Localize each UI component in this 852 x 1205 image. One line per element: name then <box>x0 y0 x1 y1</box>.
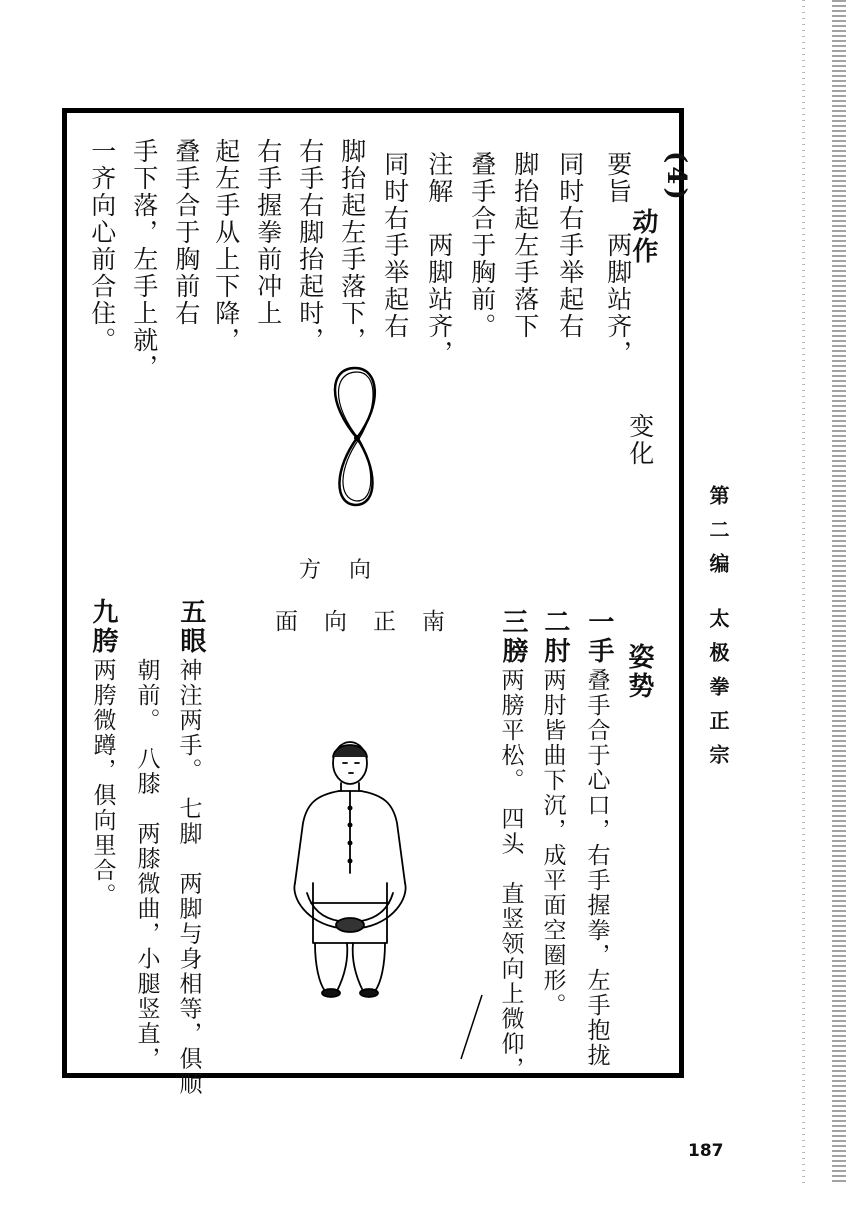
stray-pen-line <box>457 993 487 1063</box>
posture-item-text: 两肘皆曲下沉，成平面空圈形。 <box>539 668 566 1018</box>
motion-column: 脚抬起左手落下， <box>337 138 367 354</box>
motion-column: 叠手合于胸前右 <box>171 138 201 327</box>
direction-label: 方向 <box>299 558 400 583</box>
motion-column: 右手握拳前冲上 <box>253 138 283 327</box>
content-frame <box>62 108 691 1097</box>
page-number: 187 <box>688 1141 724 1161</box>
motion-number: (4) <box>660 151 691 203</box>
standing-figure-illustration <box>277 733 427 998</box>
motion-column: 手下落，左手上就， <box>129 138 159 381</box>
posture-item-label: 二肘 <box>539 608 570 666</box>
edge-texture-thin <box>802 0 805 1185</box>
motion-column: 起左手从上下降， <box>211 138 241 354</box>
posture-item-text: 叠手合于心口，右手握拳，左手抱拢 <box>583 668 610 1068</box>
motion-heading: 动作 <box>627 208 658 266</box>
book-side-title: 第二编 太极拳正宗 <box>706 485 730 778</box>
posture-item-label: 三膀 <box>497 608 528 666</box>
posture-heading: 姿势 <box>623 643 654 701</box>
posture-item-text: 神注两手。 七脚 两脚与身相等，俱顺 <box>175 658 202 1097</box>
motion-column: 注解 两脚站齐， <box>424 151 454 367</box>
variation-label: 变化 <box>625 413 655 467</box>
motion-column: 叠手合于胸前。 <box>467 151 497 340</box>
motion-column: 要旨 两脚站齐， <box>603 151 633 367</box>
posture-item-label: 五眼 <box>175 598 206 656</box>
motion-column: 同时右手举起右 <box>555 151 585 340</box>
motion-column: 右手右脚抬起时， <box>295 138 325 354</box>
edge-texture-stripe <box>832 0 846 1185</box>
motion-column: 同时右手举起右 <box>380 151 410 340</box>
posture-item-text: 两膀平松。 四头 直竖领向上微仰， <box>497 668 524 1082</box>
direction-value: 面向正南 <box>275 609 471 635</box>
figure-eight-diagram <box>317 363 397 513</box>
page-edge-scan <box>722 0 852 1205</box>
posture-item-text: 两胯微蹲，俱向里合。 <box>89 658 116 908</box>
posture-item-label: 一手 <box>583 608 614 666</box>
motion-column: 一齐向心前合住。 <box>87 138 117 354</box>
posture-item-label: 九胯 <box>87 598 118 656</box>
motion-column: 脚抬起左手落下 <box>510 151 540 340</box>
posture-item-text: 朝前。 八膝 两膝微曲，小腿竖直， <box>133 658 160 1072</box>
